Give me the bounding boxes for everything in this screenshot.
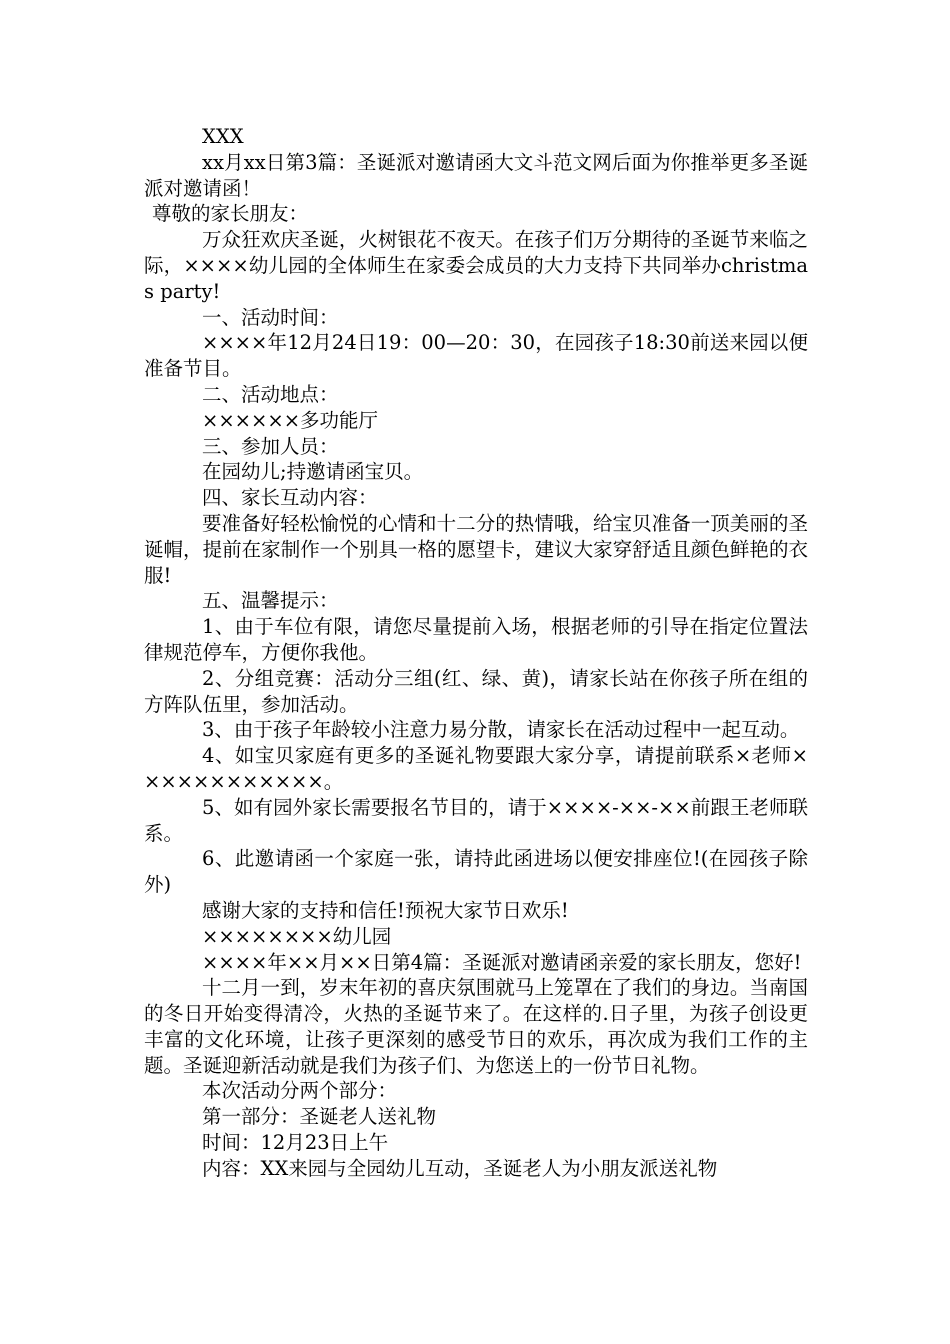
- tip-2: 2、分组竞赛：活动分三组(红、绿、黄)，请家长站在你孩子所在组的方阵队伍里，参加活动。: [144, 666, 808, 716]
- heading-participants: 三、参加人员：: [202, 434, 339, 458]
- paragraph-author: XXX: [202, 125, 244, 148]
- paragraph-article-4-body: 十二月一到，岁末年初的喜庆氛围就马上笼罩在了我们的身边。当南国的冬日开始变得清冷，火热的圣诞节来了。在这样的.日子里，为孩子创设更丰富的文化环境，让孩子更深刻的感受节日的欢乐，再次成为我们工作的主题。圣诞迎新活动就是我们为孩子们、为您送上的一份节日礼物。: [144, 976, 808, 1077]
- tip-5: 5、如有园外家长需要报名节目的，请于××××-××-××前跟王老师联系。: [144, 795, 808, 845]
- paragraph-salutation: 尊敬的家长朋友：: [152, 202, 309, 226]
- heading-tips: 五、温馨提示：: [202, 589, 339, 613]
- tip-1: 1、由于车位有限，请您尽量提前入场，根据老师的引导在指定位置法律规范停车，方便你我他。: [144, 615, 808, 664]
- tip-6: 6、此邀请函一个家庭一张，请持此函进场以便安排座位!(在园孩子除外): [144, 847, 808, 897]
- heading-activity-place: 二、活动地点：: [202, 382, 339, 406]
- document-body: [144, 124, 808, 1182]
- paragraph-activity-place: ××××××多功能厅: [202, 408, 379, 432]
- paragraph-part-one-content: 内容：XX来园与全园幼儿互动，圣诞老人为小朋友派送礼物: [202, 1156, 718, 1180]
- paragraph-opening: 万众狂欢庆圣诞，火树银花不夜天。在孩子们万分期待的圣诞节来临之际，××××幼儿园的全体师生在家委会成员的大力支持下共同举办christmas party!: [144, 228, 808, 303]
- tip-4: 4、如宝贝家庭有更多的圣诞礼物要跟大家分享，请提前联系×老师××××××××××××。: [144, 744, 808, 793]
- paragraph-activity-time: ××××年12月24日19：00—20：30，在园孩子18:30前送来园以便准备节目。: [144, 331, 808, 381]
- heading-parent-interaction: 四、家长互动内容：: [202, 486, 378, 510]
- paragraph-parent-interaction: 要准备好轻松愉悦的心情和十二分的热情哦，给宝贝准备一顶美丽的圣诞帽，提前在家制作一个别具一格的愿望卡，建议大家穿舒适且颜色鲜艳的衣服!: [144, 511, 808, 587]
- paragraph-two-parts: 本次活动分两个部分：: [202, 1079, 398, 1103]
- paragraph-signature: ××××××××幼儿园: [202, 924, 392, 948]
- paragraph-participants: 在园幼儿;持邀请函宝贝。: [202, 460, 424, 484]
- paragraph-thanks: 感谢大家的支持和信任!预祝大家节日欢乐!: [202, 898, 569, 922]
- paragraph-article-4-intro: ××××年××月××日第4篇：圣诞派对邀请函亲爱的家长朋友，您好!: [202, 950, 802, 974]
- heading-activity-time: 一、活动时间：: [202, 305, 339, 329]
- paragraph-article-3-intro: xx月xx日第3篇：圣诞派对邀请函大文斗范文网后面为你推举更多圣诞派对邀请函！: [144, 150, 808, 200]
- tip-3: 3、由于孩子年龄较小注意力易分散，请家长在活动过程中一起互动。: [202, 718, 800, 742]
- paragraph-part-one-time: 时间：12月23日上午: [202, 1131, 389, 1155]
- heading-part-one: 第一部分：圣诞老人送礼物: [202, 1105, 437, 1129]
